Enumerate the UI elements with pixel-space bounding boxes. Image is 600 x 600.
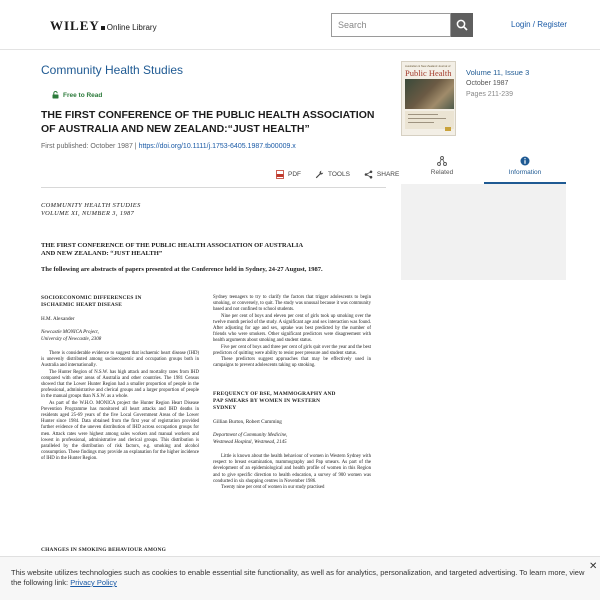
cover-photo [405,79,454,109]
close-icon[interactable]: ✕ [589,561,598,572]
meta-separator: | [134,143,137,150]
abstract-heading-line2: PAP SMEARS BY WOMEN IN WESTERN [213,398,321,405]
cover-journal-name: Public Health [405,68,452,78]
tab-related[interactable] [401,150,483,184]
abstract-paragraph: Sydney teenagers to try to clarify the factors that trigger adolescents to begin smoking, or conversely, to quit. The study was unusual because it was community based and not confined to school students. [213,295,371,313]
sidebar-info-panel [401,184,566,280]
search-button[interactable] [451,13,473,37]
publication-info [41,143,296,150]
sidebar-tabs [401,150,566,184]
toolbar-divider [41,187,386,188]
cover-publisher-mark [445,127,451,131]
cookie-banner [0,556,600,600]
issue-pages: Pages 211-239 [466,91,513,98]
abstract-affiliation-line1: Department of Community Medicine, [213,433,288,439]
info-icon [520,156,530,166]
abstract-affiliation-line2: University of Newcastle, 2308 [41,336,102,342]
abstract-authors: H.M. Alexander [41,316,75,323]
abstract-heading-line3: SYDNEY [213,404,237,411]
cookie-text: This website utilizes technologies such as cookies to enable essential site functionality, as well as for analytics, personalization, and targeted advertising. To learn more, view the following link: [11,568,585,587]
pdf-button[interactable] [276,170,301,179]
abstract-paragraph: These predictors suggest approaches that may be effectively used in campaigns to prevent adolescents taking up smoking. [213,357,371,369]
cookie-message [11,568,586,588]
share-button[interactable] [364,170,399,179]
abstract-heading-line1: SOCIOECONOMIC DIFFERENCES IN [41,295,142,301]
abstract-paragraph: The Hunter Region of N.S.W. has high attack and mortality rates from IHD compared with other areas of Australia and other countries. The 1981 Census showed that the Lower Hunter Region had a smaller proportion of people in the professional, administrative and clerical groups and a larger proportion of people in the manual groups than N.S.W. as a whole. [41,369,199,400]
logo-subtitle: Online Library [106,23,157,32]
abstract-paragraph: There is considerable evidence to suggest that ischaemic heart disease (IHD) is unevenly distributed among socioeconomic and occupation groups both in Australia and internationally. [41,350,199,369]
tab-related-label: Related [430,169,454,176]
paper-right-column [213,295,371,491]
search-input[interactable] [331,13,451,37]
logo-dot [101,26,105,30]
abstract-authors: Gillian Burton, Robert Cumming [213,419,282,426]
tab-information[interactable] [484,150,566,184]
abstract-heading-line2: ISCHAEMIC HEART DISEASE [41,301,122,308]
abstract-paragraph: Nine per cent of boys and eleven per cent of girls took up smoking over the twelve month period of the study. A significant age and sex interaction was found. After adjusting for age and sex, uptake was best predicted by the number of friends who were smokers. Other significant predictors were disagreement with health arguments about smoking and student status. [213,313,371,344]
tab-information-label: Information [508,169,542,176]
issue-date: October 1987 [466,80,509,87]
paper-main-title-line1: THE FIRST CONFERENCE OF THE PUBLIC HEALTH ASSOCIATION OF AUSTRALIA [41,242,304,249]
paper-header-volume: VOLUME XI, NUMBER 3, 1987 [41,210,135,217]
unlock-icon [52,91,59,99]
journal-cover-image[interactable] [401,61,456,136]
abstract-paragraph: As part of the W.H.O. MONICA project the Hunter Region Heart Disease Prevention Programme has monitored all heart attacks and IHD deaths in residents aged 25-69 years of the five Local Government Areas of the Lower Hunter since 1984. Data obtained from the first year of registration provided further evidence of the uneven distribution of IHD across occupation groups for men. Attack rates were highest among sales workers and manual workers and lowest in professional, administrative and clerical groups. This distribution is paralleled by the distribution of risk factors, e.g. smoking and alcohol consumption. These findings may provide an explanation for the higher incidence of IHD in the Hunter Region. [41,400,199,462]
article-toolbar [276,170,413,179]
tools-label: TOOLS [328,171,350,178]
free-to-read-label: Free to Read [63,91,103,99]
next-abstract-heading: CHANGES IN SMOKING BEHAVIOUR AMONG [41,547,167,553]
share-label: SHARE [376,171,400,178]
cover-journal-small-title: Australian & New Zealand Journal of [405,64,451,68]
abstract-paragraph: Twenty nine per cent of women in our study practised [221,485,325,491]
search-icon [456,19,468,31]
first-published-label: First published: [41,143,89,150]
article-page-scan [41,197,386,557]
tools-button[interactable] [315,170,350,179]
abstract-paragraph: Five per cent of boys and three per cent of girls quit over the year and the best predictors of quitting were ability to resist peer pressure and student status. [213,344,371,356]
pdf-label: PDF [288,171,301,178]
paper-subtitle: The following are abstracts of papers presented at the Conference held in Sydney, 24-27 August, 1987. [41,266,323,273]
paper-main-title [41,242,371,258]
doi-link[interactable]: https://doi.org/10.1111/j.1753-6405.1987.tb00009.x [138,143,296,150]
privacy-policy-link[interactable]: Privacy Policy [70,578,117,587]
journal-title-link[interactable]: Community Health Studies [41,63,184,77]
abstract-heading-line1: FREQUENCY OF BSE, MAMMOGRAPHY AND [213,391,336,398]
first-published-date: October 1987 [90,143,133,150]
paper-main-title-line2: AND NEW ZEALAND: “JUST HEALTH” [41,250,163,257]
issue-link[interactable]: Volume 11, Issue 3 [466,68,530,77]
abstract-paragraph: Little is known about the health behaviour of women in Western Sydney with respect to breast examination, mammography and Pap smears. As part of the development of an epidemiological and health profile of women in this Region and to give specific direction to health education, a survey of 900 women was conducted in six shopping centres in November 1986. [213,454,371,484]
pdf-icon [276,170,284,179]
top-header [0,0,600,50]
share-icon [364,170,373,179]
free-to-read-badge [52,91,102,99]
paper-left-column [41,295,199,463]
wiley-logo[interactable] [50,18,157,34]
related-network-icon [437,156,447,166]
article-title: THE FIRST CONFERENCE OF THE PUBLIC HEALTH ASSOCIATION OF AUSTRALIA AND NEW ZEALAND:“JUST HEALTH” [41,109,375,135]
paper-header-journal: COMMUNITY HEALTH STUDIES [41,202,141,209]
login-register-link[interactable]: Login / Register [511,20,568,29]
wrench-icon [315,170,324,179]
abstract-affiliation-line1: Newcastle MONICA Project, [41,330,99,336]
abstract-affiliation-line2: Westmead Hospital, Westmead, 2145 [213,439,287,445]
logo-brand: WILEY [50,18,100,33]
